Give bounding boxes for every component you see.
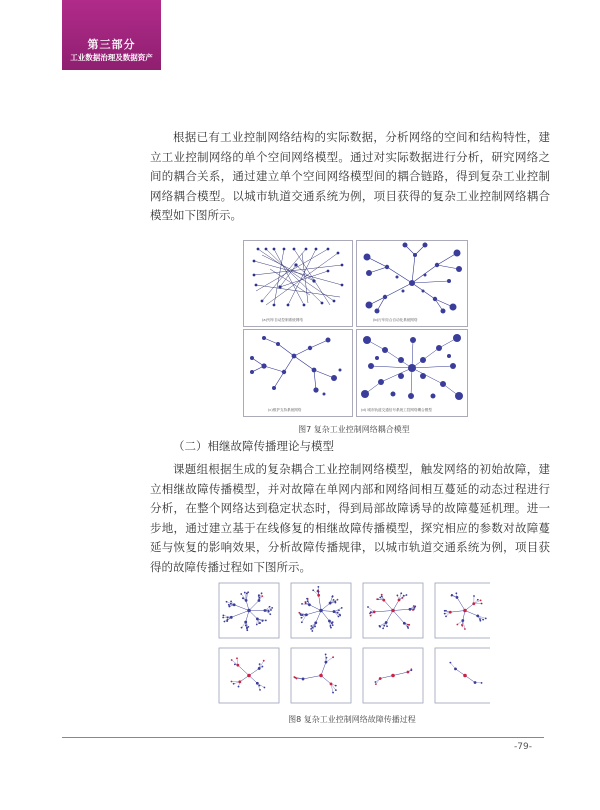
figure-7-panel-a [243,240,353,327]
figure-7-caption: 图7 复杂工业控制网络耦合模型 [298,425,410,434]
network-graph-a [244,241,352,315]
figure-8-panel [435,583,490,638]
part-header-tab [62,0,161,70]
network-graph-b [357,241,467,315]
body-paragraph-1: 根据已有工业控制网络结构的实际数据，分析网络的空间和结构特性，建立工业控制网络的单个空间网络模型。通过对实际数据进行分析，研究网络之间的耦合关系，通过建立单个空间网络模型间的耦合链路，得到复杂工业控制网络耦合模型。以城市轨道交通系统为例，项目获得的复杂工业控制网络耦合模型如下图所示。 [150,130,550,222]
section-heading: （二）相继故障传播理论与模型 [173,439,334,453]
figure-8-panel [435,648,490,703]
figure-7-panel-a-label: (a)列车自动控制系统网络 [262,318,303,322]
part-subtitle: 工业数据治理及数据资产 [70,53,153,62]
figure-7-panel-d-label: (d) 城市轨道交通信号系统工控网络耦合模型 [361,408,432,412]
page-number: -79- [514,742,532,752]
body-paragraph-2: 课题组根据生成的复杂耦合工业控制网络模型，触发网络的初始故障，建立相继故障传播模型，并对故障在单网内部和网络间相互蔓延的动态过程进行分析，在整个网络达到稳定状态时，得到局部故障诱导的故障蔓延机理。进一步地，通过建立基于在线修复的相继故障传播模型，探究相应的参数对故障蔓延与恢复的影响效果，分析故障传播规律，以城市轨道交通系统为例，项目获得的故障传播过程如下图所示。 [150,462,550,574]
network-graph-c [244,330,352,404]
figure-7 [240,240,468,420]
figure-7-panel-c-label: (c)维护支持系统网络 [268,408,302,412]
figure-7-panel-c [243,329,353,417]
fault-propagation-panels [214,581,490,705]
figure-8 [214,581,490,705]
network-graph-d [357,330,467,404]
figure-7-panel-d [356,329,468,417]
figure-8-caption: 图8 复杂工业控制网络故障传播过程 [288,715,416,724]
part-title: 第三部分 [87,38,136,51]
footer-rule [62,737,544,738]
figure-7-panel-b-label: (b)行车综合自动化系统网络 [373,318,418,322]
figure-7-panel-b [356,240,468,327]
